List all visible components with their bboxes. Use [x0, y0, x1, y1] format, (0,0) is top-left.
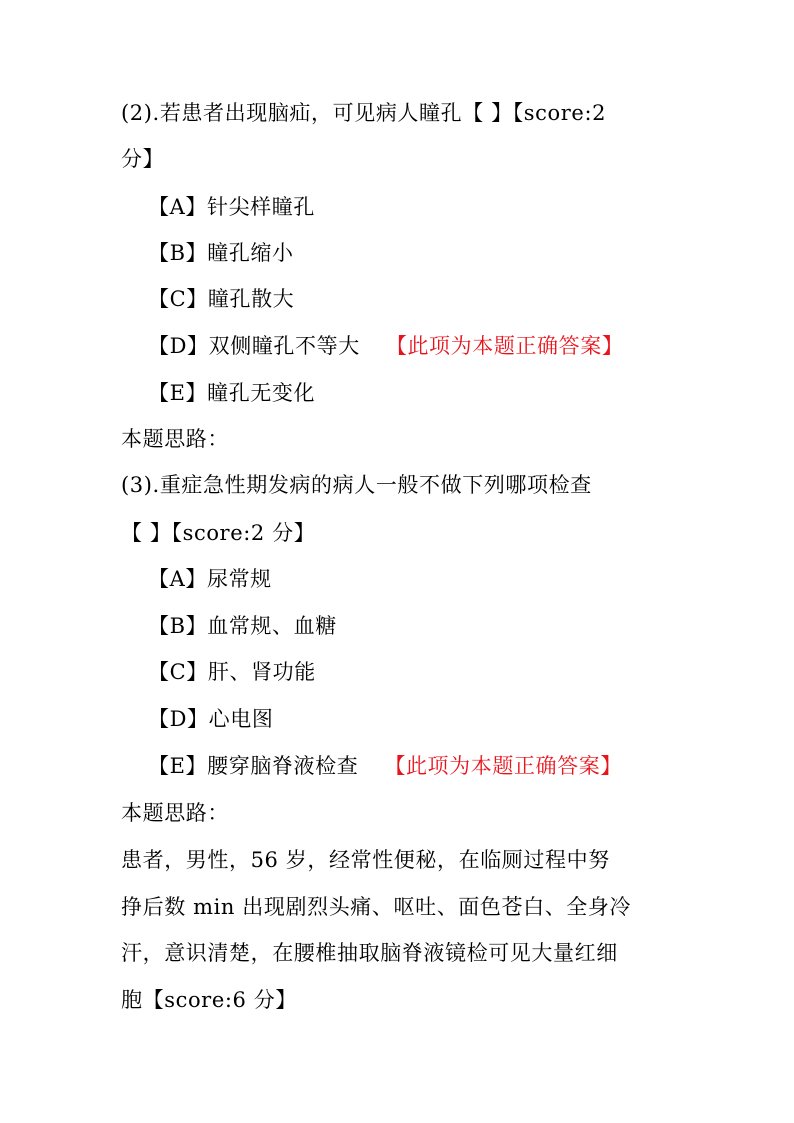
question-2-option-d-text: 【D】双侧瞳孔不等大	[148, 334, 360, 358]
question-2-stem-line-1: (2).若患者出现脑疝，可见病人瞳孔【 】【score:2	[121, 101, 607, 125]
question-3-stem-line-1: (3).重症急性期发病的病人一般不做下列哪项检查	[121, 473, 592, 497]
question-3-option-b: 【B】血常规、血糖	[148, 614, 337, 638]
question-2-option-b: 【B】瞳孔缩小	[148, 241, 294, 265]
question-2-correct-marker: 【此项为本题正确答案】	[385, 334, 624, 358]
question-3-option-e-text: 【E】腰穿脑脊液检查	[148, 754, 359, 778]
case-text-line-4: 胞【score:6 分】	[121, 988, 297, 1012]
case-text-line-2: 挣后数 min 出现剧烈头痛、呕吐、面色苍白、全身冷	[121, 895, 632, 919]
question-2-option-d	[148, 333, 623, 359]
question-2-option-c: 【C】瞳孔散大	[148, 287, 295, 311]
question-2-stem-line-2: 分】	[121, 147, 165, 171]
question-3-option-d: 【D】心电图	[148, 707, 274, 731]
question-2-option-e: 【E】瞳孔无变化	[148, 381, 316, 405]
question-3-explanation-label: 本题思路：	[121, 801, 229, 825]
question-3-option-e	[148, 753, 622, 779]
question-3-option-c: 【C】肝、肾功能	[148, 660, 316, 684]
question-3-option-a: 【A】尿常规	[148, 567, 272, 591]
question-3-correct-marker: 【此项为本题正确答案】	[384, 754, 622, 778]
question-2-option-a: 【A】针尖样瞳孔	[148, 195, 315, 219]
case-text-line-3: 汗，意识清楚，在腰椎抽取脑脊液镜检可见大量红细	[121, 941, 618, 965]
question-3-stem-line-2: 【 】【score:2 分】	[121, 521, 316, 545]
question-2-explanation-label: 本题思路：	[121, 427, 229, 451]
case-text-line-1: 患者，男性，56 岁，经常性便秘，在临厕过程中努	[121, 848, 610, 872]
